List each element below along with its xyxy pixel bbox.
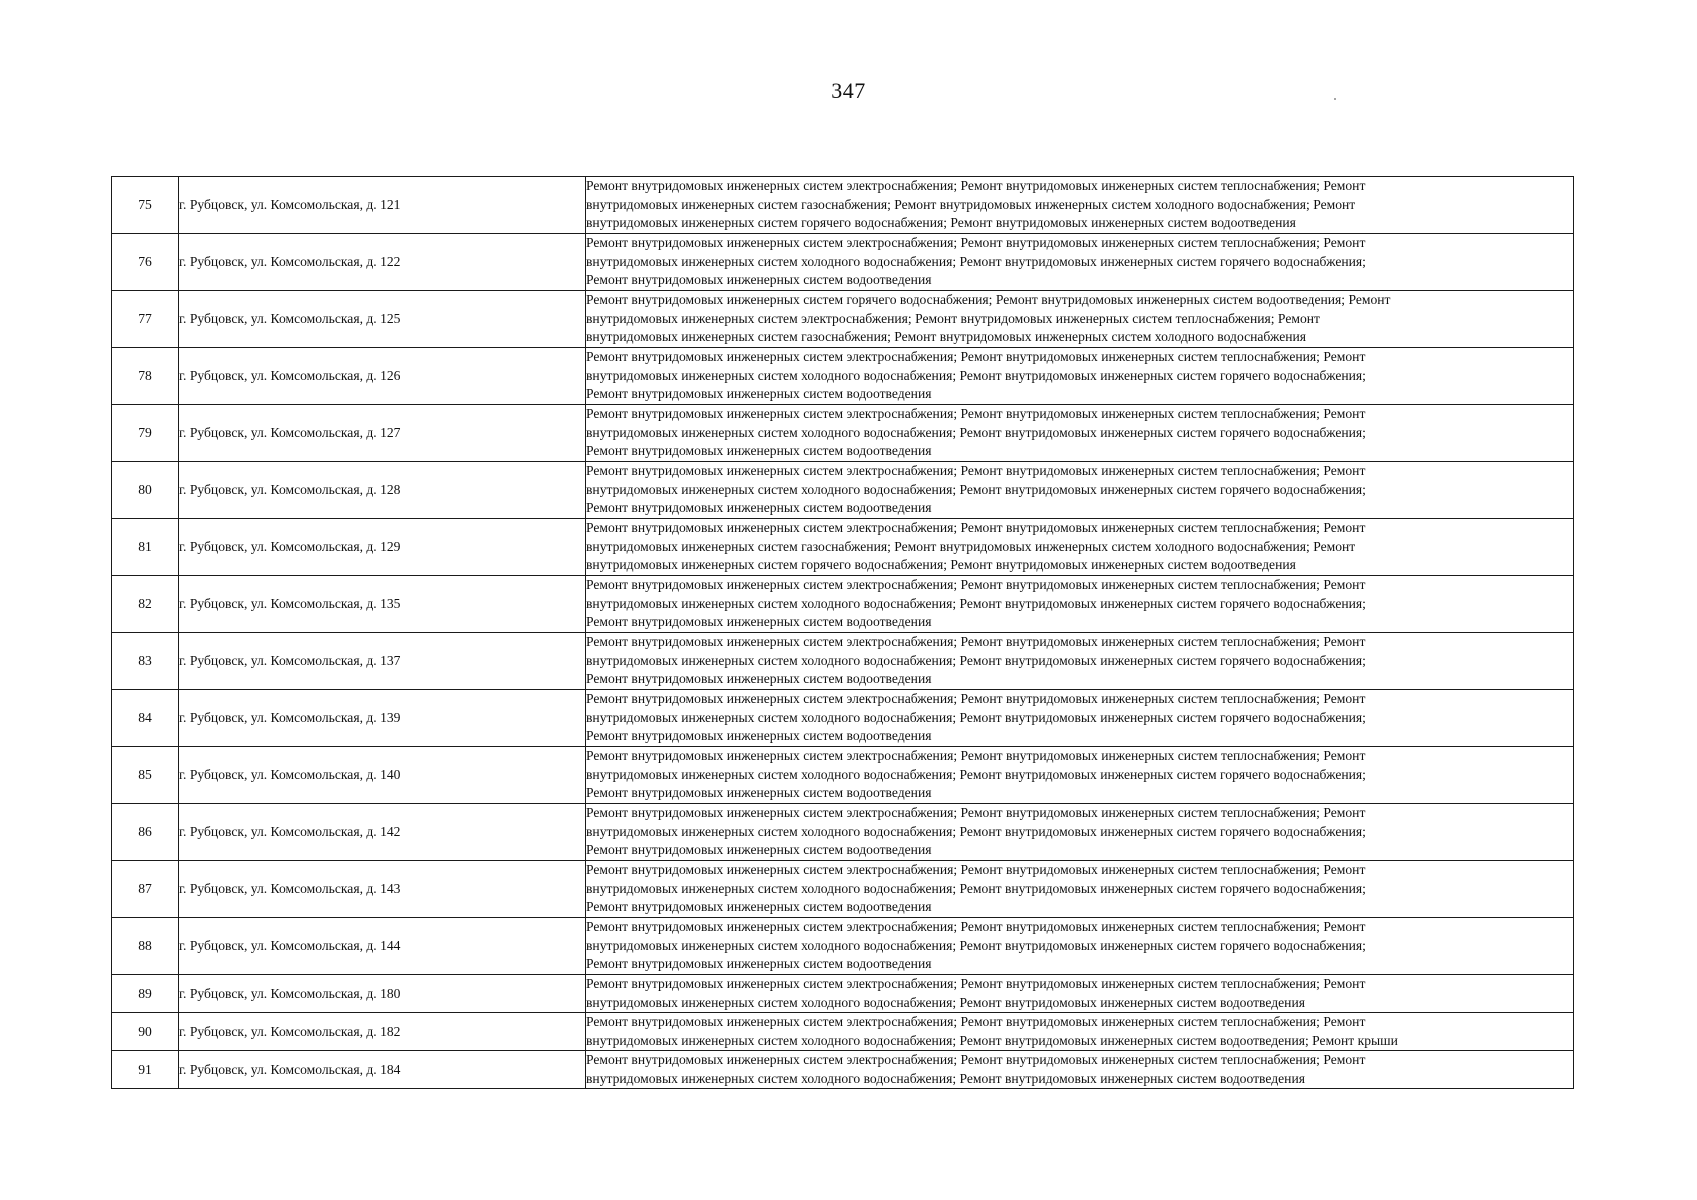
address-cell: г. Рубцовск, ул. Комсомольская, д. 121 <box>179 177 586 234</box>
address-cell: г. Рубцовск, ул. Комсомольская, д. 126 <box>179 348 586 405</box>
table-row <box>112 804 1574 861</box>
address-cell: г. Рубцовск, ул. Комсомольская, д. 135 <box>179 576 586 633</box>
works-line: Ремонт внутридомовых инженерных систем водоотведения <box>586 386 932 402</box>
works-line: внутридомовых инженерных систем холодного водоснабжения; Ремонт внутридомовых инженерных систем горячего водоснабжения; <box>586 766 1366 782</box>
works-line: внутридомовых инженерных систем холодного водоснабжения; Ремонт внутридомовых инженерных систем водоотведения <box>586 1070 1305 1086</box>
address-cell: г. Рубцовск, ул. Комсомольская, д. 144 <box>179 918 586 975</box>
works-line: Ремонт внутридомовых инженерных систем водоотведения <box>586 614 932 630</box>
works-line: внутридомовых инженерных систем холодного водоснабжения; Ремонт внутридомовых инженерных систем горячего водоснабжения; <box>586 481 1366 497</box>
works-cell <box>586 234 1574 291</box>
row-number: 89 <box>112 975 179 1013</box>
address-cell: г. Рубцовск, ул. Комсомольская, д. 137 <box>179 633 586 690</box>
row-number: 85 <box>112 747 179 804</box>
works-line: Ремонт внутридомовых инженерных систем электроснабжения; Ремонт внутридомовых инженерных систем теплоснабжения; Ремонт <box>586 406 1366 422</box>
works-line: Ремонт внутридомовых инженерных систем электроснабжения; Ремонт внутридомовых инженерных систем теплоснабжения; Ремонт <box>586 1014 1366 1029</box>
works-line: Ремонт внутридомовых инженерных систем электроснабжения; Ремонт внутридомовых инженерных систем теплоснабжения; Ремонт <box>586 349 1366 365</box>
works-cell <box>586 975 1574 1013</box>
works-cell <box>586 633 1574 690</box>
page-number: 347 <box>831 78 866 103</box>
works-line: внутридомовых инженерных систем газоснабжения; Ремонт внутридомовых инженерных систем холодного водоснабжения; Ремонт <box>586 538 1356 554</box>
works-line: внутридомовых инженерных систем газоснабжения; Ремонт внутридомовых инженерных систем холодного водоснабжения; Ремонт <box>586 196 1356 212</box>
works-cell <box>586 462 1574 519</box>
address-cell: г. Рубцовск, ул. Комсомольская, д. 129 <box>179 519 586 576</box>
works-line: внутридомовых инженерных систем холодного водоснабжения; Ремонт внутридомовых инженерных систем горячего водоснабжения; <box>586 709 1366 725</box>
works-line: внутридомовых инженерных систем горячего водоснабжения; Ремонт внутридомовых инженерных систем водоотведения <box>586 215 1296 231</box>
works-line: Ремонт внутридомовых инженерных систем электроснабжения; Ремонт внутридомовых инженерных систем теплоснабжения; Ремонт <box>586 463 1366 479</box>
table-row <box>112 633 1574 690</box>
works-line: Ремонт внутридомовых инженерных систем электроснабжения; Ремонт внутридомовых инженерных систем теплоснабжения; Ремонт <box>586 520 1366 536</box>
works-line: внутридомовых инженерных систем холодного водоснабжения; Ремонт внутридомовых инженерных систем горячего водоснабжения; <box>586 367 1366 383</box>
row-number: 79 <box>112 405 179 462</box>
works-line: внутридомовых инженерных систем холодного водоснабжения; Ремонт внутридомовых инженерных систем горячего водоснабжения; <box>586 595 1366 611</box>
table-row <box>112 462 1574 519</box>
works-line: Ремонт внутридомовых инженерных систем электроснабжения; Ремонт внутридомовых инженерных систем теплоснабжения; Ремонт <box>586 862 1366 878</box>
address-cell: г. Рубцовск, ул. Комсомольская, д. 142 <box>179 804 586 861</box>
works-line: внутридомовых инженерных систем горячего водоснабжения; Ремонт внутридомовых инженерных систем водоотведения <box>586 557 1296 573</box>
works-cell <box>586 1013 1574 1051</box>
row-number: 90 <box>112 1013 179 1051</box>
address-cell: г. Рубцовск, ул. Комсомольская, д. 127 <box>179 405 586 462</box>
works-line: внутридомовых инженерных систем холодного водоснабжения; Ремонт внутридомовых инженерных систем горячего водоснабжения; <box>586 937 1366 953</box>
works-line: Ремонт внутридомовых инженерных систем водоотведения <box>586 728 932 744</box>
works-line: внутридомовых инженерных систем электроснабжения; Ремонт внутридомовых инженерных систем теплоснабжения; Ремонт <box>586 310 1320 326</box>
works-cell <box>586 804 1574 861</box>
row-number: 78 <box>112 348 179 405</box>
works-line: Ремонт внутридомовых инженерных систем электроснабжения; Ремонт внутридомовых инженерных систем теплоснабжения; Ремонт <box>586 178 1366 194</box>
table-row <box>112 690 1574 747</box>
works-cell <box>586 291 1574 348</box>
works-line: Ремонт внутридомовых инженерных систем электроснабжения; Ремонт внутридомовых инженерных систем теплоснабжения; Ремонт <box>586 691 1366 707</box>
works-line: Ремонт внутридомовых инженерных систем электроснабжения; Ремонт внутридомовых инженерных систем теплоснабжения; Ремонт <box>586 976 1366 991</box>
works-cell <box>586 519 1574 576</box>
address-cell: г. Рубцовск, ул. Комсомольская, д. 125 <box>179 291 586 348</box>
works-line: внутридомовых инженерных систем холодного водоснабжения; Ремонт внутридомовых инженерных систем горячего водоснабжения; <box>586 253 1366 269</box>
address-cell: г. Рубцовск, ул. Комсомольская, д. 180 <box>179 975 586 1013</box>
works-cell <box>586 690 1574 747</box>
works-cell <box>586 348 1574 405</box>
row-number: 80 <box>112 462 179 519</box>
row-number: 91 <box>112 1051 179 1089</box>
works-line: внутридомовых инженерных систем холодного водоснабжения; Ремонт внутридомовых инженерных систем водоотведения; Ремонт крыши <box>586 1032 1398 1048</box>
table-row <box>112 405 1574 462</box>
works-line: Ремонт внутридомовых инженерных систем электроснабжения; Ремонт внутридомовых инженерных систем теплоснабжения; Ремонт <box>586 1052 1366 1067</box>
works-line: внутридомовых инженерных систем холодного водоснабжения; Ремонт внутридомовых инженерных систем горячего водоснабжения; <box>586 424 1366 440</box>
address-cell: г. Рубцовск, ул. Комсомольская, д. 139 <box>179 690 586 747</box>
row-number: 76 <box>112 234 179 291</box>
table-row <box>112 234 1574 291</box>
table-row <box>112 177 1574 234</box>
works-cell <box>586 918 1574 975</box>
works-line: Ремонт внутридомовых инженерных систем электроснабжения; Ремонт внутридомовых инженерных систем теплоснабжения; Ремонт <box>586 235 1366 251</box>
table-row <box>112 291 1574 348</box>
works-cell <box>586 861 1574 918</box>
address-cell: г. Рубцовск, ул. Комсомольская, д. 184 <box>179 1051 586 1089</box>
works-line: Ремонт внутридомовых инженерных систем электроснабжения; Ремонт внутридомовых инженерных систем теплоснабжения; Ремонт <box>586 805 1366 821</box>
table-row <box>112 861 1574 918</box>
address-cell: г. Рубцовск, ул. Комсомольская, д. 128 <box>179 462 586 519</box>
works-line: Ремонт внутридомовых инженерных систем горячего водоснабжения; Ремонт внутридомовых инженерных систем водоотведения; Ремонт <box>586 292 1391 308</box>
row-number: 88 <box>112 918 179 975</box>
works-line: Ремонт внутридомовых инженерных систем водоотведения <box>586 671 932 687</box>
works-line: Ремонт внутридомовых инженерных систем электроснабжения; Ремонт внутридомовых инженерных систем теплоснабжения; Ремонт <box>586 634 1366 650</box>
address-cell: г. Рубцовск, ул. Комсомольская, д. 182 <box>179 1013 586 1051</box>
works-line: Ремонт внутридомовых инженерных систем водоотведения <box>586 272 932 288</box>
scan-artifact <box>1334 98 1336 100</box>
works-line: Ремонт внутридомовых инженерных систем электроснабжения; Ремонт внутридомовых инженерных систем теплоснабжения; Ремонт <box>586 748 1366 764</box>
works-line: внутридомовых инженерных систем холодного водоснабжения; Ремонт внутридомовых инженерных систем горячего водоснабжения; <box>586 880 1366 896</box>
table-row <box>112 918 1574 975</box>
table-row <box>112 519 1574 576</box>
works-table-body <box>112 177 1574 1089</box>
works-table <box>111 176 1574 1089</box>
works-line: Ремонт внутридомовых инженерных систем водоотведения <box>586 956 932 972</box>
works-line: внутридомовых инженерных систем холодного водоснабжения; Ремонт внутридомовых инженерных систем водоотведения <box>586 994 1305 1010</box>
address-cell: г. Рубцовск, ул. Комсомольская, д. 140 <box>179 747 586 804</box>
table-row <box>112 747 1574 804</box>
works-line: Ремонт внутридомовых инженерных систем электроснабжения; Ремонт внутридомовых инженерных систем теплоснабжения; Ремонт <box>586 577 1366 593</box>
row-number: 83 <box>112 633 179 690</box>
works-line: Ремонт внутридомовых инженерных систем электроснабжения; Ремонт внутридомовых инженерных систем теплоснабжения; Ремонт <box>586 919 1366 935</box>
row-number: 87 <box>112 861 179 918</box>
works-cell <box>586 177 1574 234</box>
row-number: 77 <box>112 291 179 348</box>
table-row <box>112 1013 1574 1051</box>
address-cell: г. Рубцовск, ул. Комсомольская, д. 143 <box>179 861 586 918</box>
works-cell <box>586 747 1574 804</box>
row-number: 81 <box>112 519 179 576</box>
works-cell <box>586 405 1574 462</box>
works-line: внутридомовых инженерных систем холодного водоснабжения; Ремонт внутридомовых инженерных систем горячего водоснабжения; <box>586 652 1366 668</box>
works-line: Ремонт внутридомовых инженерных систем водоотведения <box>586 443 932 459</box>
works-cell <box>586 576 1574 633</box>
row-number: 75 <box>112 177 179 234</box>
works-line: Ремонт внутридомовых инженерных систем водоотведения <box>586 785 932 801</box>
table-row <box>112 1051 1574 1089</box>
row-number: 82 <box>112 576 179 633</box>
table-row <box>112 348 1574 405</box>
works-line: Ремонт внутридомовых инженерных систем водоотведения <box>586 899 932 915</box>
table-row <box>112 975 1574 1013</box>
works-line: Ремонт внутридомовых инженерных систем водоотведения <box>586 500 932 516</box>
table-row <box>112 576 1574 633</box>
address-cell: г. Рубцовск, ул. Комсомольская, д. 122 <box>179 234 586 291</box>
works-line: Ремонт внутридомовых инженерных систем водоотведения <box>586 842 932 858</box>
works-line: внутридомовых инженерных систем газоснабжения; Ремонт внутридомовых инженерных систем холодного водоснабжения <box>586 329 1307 345</box>
row-number: 86 <box>112 804 179 861</box>
row-number: 84 <box>112 690 179 747</box>
works-cell <box>586 1051 1574 1089</box>
works-line: внутридомовых инженерных систем холодного водоснабжения; Ремонт внутридомовых инженерных систем горячего водоснабжения; <box>586 823 1366 839</box>
